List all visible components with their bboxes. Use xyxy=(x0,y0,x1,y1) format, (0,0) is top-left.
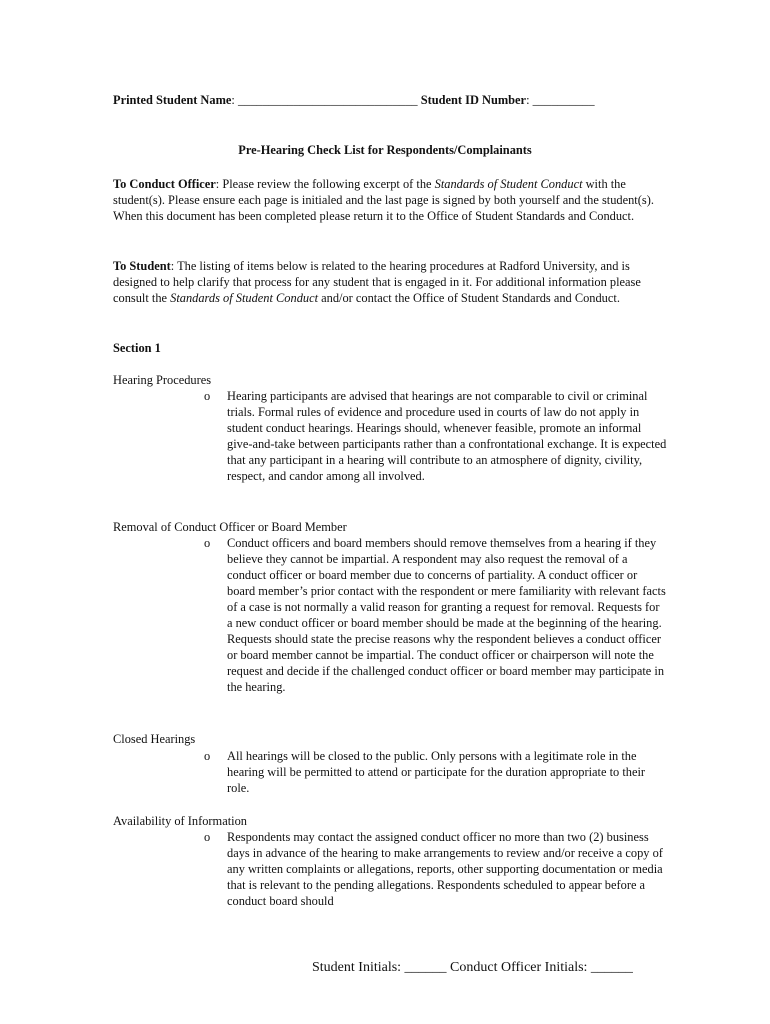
student-paragraph xyxy=(113,258,661,306)
conduct-officer-text-a: : Please review the following excerpt of the xyxy=(215,177,435,191)
item-text-removal: Conduct officers and board members should remove themselves from a hearing if they believe they cannot be impartial. A respondent may also request the removal of a conduct officer or board member due to concerns of partiality. A conduct officer or board member’s prior contact with the respondent or mere familiarity with relevant facts of a case is not normally a valid reason for granting a request for removal. Requests for a new conduct officer or board member should be made at the beginning of the hearing. Requests should state the precise reasons why the respondent believes a conduct officer or board member cannot be impartial. The conduct officer or chairperson will note the request and decide if the challenged conduct officer or board member may participate in the hearing. xyxy=(227,536,666,694)
conduct-officer-label: To Conduct Officer xyxy=(113,177,216,191)
student-italic: Standards of Student Conduct xyxy=(170,291,319,305)
item-title-availability: Availability of Information xyxy=(113,814,247,828)
student-id-blank: : __________ xyxy=(526,93,595,107)
student-text-b: and/or contact the Office of Student Standards and Conduct. xyxy=(318,291,620,305)
bullet-marker: o xyxy=(204,389,211,403)
bullet-marker: o xyxy=(204,536,211,550)
conduct-officer-text-b: with the student(s). Please ensure each page is initialed and the last page is signed by both yourself and the student(s). When this document has been completed please return it to the Office of Student Standards and Conduct. xyxy=(113,177,654,223)
item-text-availability: Respondents may contact the assigned conduct officer no more than two (2) business days in advance of the hearing to make arrangements to review and/or receive a copy of any written complaints or allegations, reports, other supporting documentation or media that is relevant to the pending allegations. Respondents scheduled to appear before a conduct board should xyxy=(227,830,663,908)
item-text-hearing-procedures: Hearing participants are advised that hearings are not comparable to civil or criminal trials. Formal rules of evidence and procedure used in courts of law do not apply in student conduct hearings. Hearings should, whenever feasible, promote an informal give-and-take between participants rather than a confrontational exchange. It is expected that any participant in a hearing will contribute to an atmosphere of dignity, civility, respect, and candor among all involved. xyxy=(227,389,667,483)
conduct-officer-paragraph xyxy=(113,176,661,224)
student-label: To Student xyxy=(113,259,171,273)
bullet-marker: o xyxy=(204,830,211,844)
document-title: Pre-Hearing Check List for Respondents/Complainants xyxy=(238,143,532,157)
student-id-label: Student ID Number xyxy=(420,93,527,107)
conduct-officer-italic: Standards of Student Conduct xyxy=(434,177,583,191)
initials-footer: Student Initials: ______ Conduct Officer Initials: ______ xyxy=(312,960,633,975)
item-text-closed-hearings: All hearings will be closed to the public. Only persons with a legitimate role in the hearing will be permitted to attend or participate for the duration appropriate to their role. xyxy=(227,749,646,795)
bullet-marker: o xyxy=(204,749,211,763)
student-name-blank: : _____________________________ xyxy=(231,93,421,107)
item-title-closed-hearings: Closed Hearings xyxy=(113,732,196,746)
item-title-removal: Removal of Conduct Officer or Board Member xyxy=(113,520,347,534)
item-title-hearing-procedures: Hearing Procedures xyxy=(113,373,212,387)
section-heading: Section 1 xyxy=(113,341,161,355)
student-text-a: : The listing of items below is related to the hearing procedures at Radford University, and is designed to help clarify that process for any student that is engaged in it. For additional information please consult the xyxy=(113,259,641,305)
student-name-label: Printed Student Name xyxy=(113,93,232,107)
header-line xyxy=(113,92,595,108)
